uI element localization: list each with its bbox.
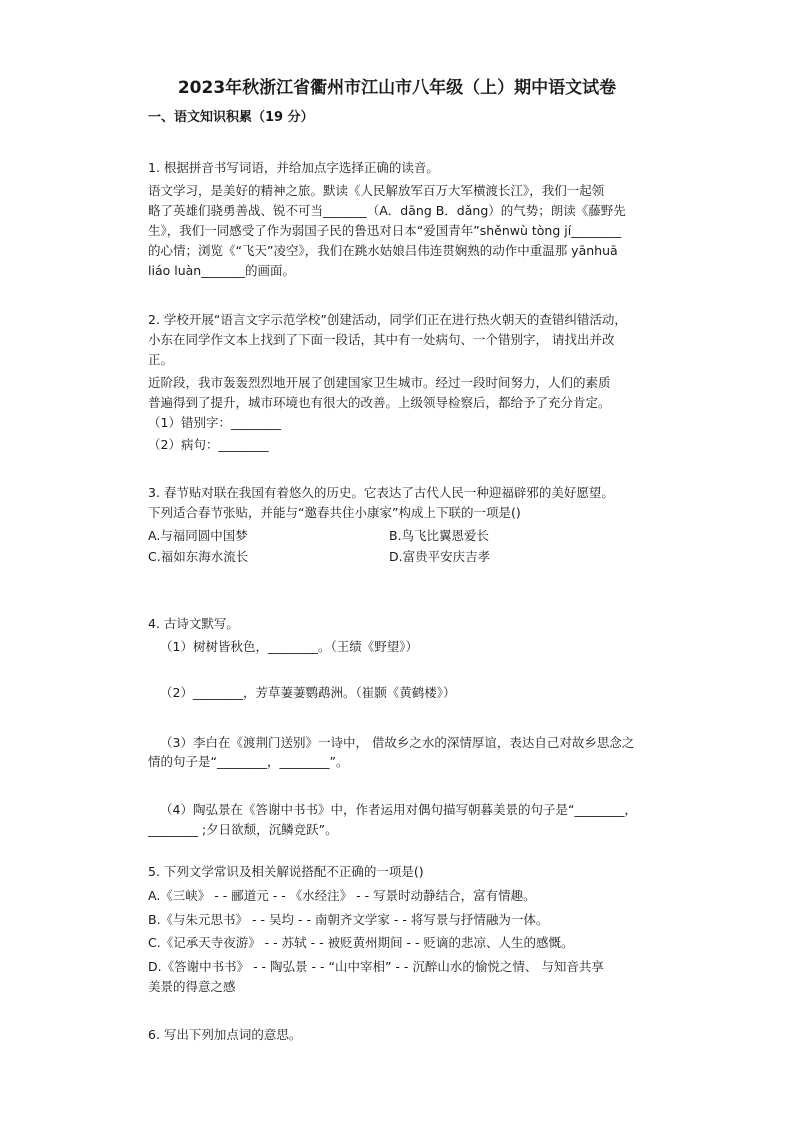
q5-option-c: C.《记承天寺夜游》 - - 苏轼 - - 被贬黄州期间 - - 贬谪的悲凉、人生的感慨。 (148, 935, 574, 950)
q1-prompt: 1. 根据拼音书写词语，并给加点字选择正确的读音。 (148, 160, 439, 175)
page-title: 2023年秋浙江省衢州市江山市八年级（上）期中语文试卷 (177, 78, 617, 98)
q4-item-3: （3）李白在《渡荆门送别》一诗中， 借故乡之水的深情厚谊，表达自己对故乡思念之 (160, 735, 635, 750)
q6-prompt: 6. 写出下列加点词的意思。 (148, 1027, 302, 1042)
q3-option-c: C.福如东海水流长 (148, 549, 249, 564)
q4-item-4: （4）陶弘景在《答谢中书书》中，作者运用对偶句描写朝暮美景的句子是“________， (160, 802, 637, 817)
q3-text-line: 下列适合春节张贴，并能与“邀春共住小康家”构成上下联的一项是() (148, 505, 521, 520)
q4-item-3-cont: 情的句子是“________，________”。 (148, 754, 349, 769)
q1-text-line: 略了英雄们骁勇善战、锐不可当_______（A．dāng B．dǎng）的气势；朗读《藤野先 (148, 203, 626, 218)
q4-prompt: 4. 古诗文默写。 (148, 616, 239, 631)
q5-option-a: A.《三峡》 - - 郦道元 - - 《水经注》 - - 写景时动静结合，富有情趣。 (148, 888, 536, 903)
q2-answer-sentence: （2）病句：________ (148, 437, 269, 452)
q3-option-a: A.与福同圆中国梦 (148, 528, 248, 543)
q1-text-line: liáo luàn_______的画面。 (148, 263, 295, 278)
q4-item-4-cont: ________ ;夕日欲颓，沉鳞竞跃”。 (148, 822, 338, 837)
q1-text-line: 语文学习，是美好的精神之旅。默读《人民解放军百万大军横渡长江》，我们一起领 (148, 183, 605, 198)
q2-answer-typo: （1）错别字：________ (148, 415, 281, 430)
q2-prompt: 2. 学校开展“语言文字示范学校”创建活动，同学们正在进行热火朝天的查错纠错活动， (148, 312, 627, 327)
q2-passage-line: 近阶段，我市轰轰烈烈地开展了创建国家卫生城市。经过一段时间努力，人们的素质 (148, 375, 611, 390)
q5-option-d: D.《答谢中书书》 - - 陶弘景 - - “山中宰相” - - 沉醉山水的愉悦之情、 与知音共享 (148, 959, 604, 974)
q1-text-line: 生》，我们一同感受了作为弱国子民的鲁迅对日本“爱国青年”shěnwù tòng jí________ (148, 223, 622, 238)
q3-option-b: B.鸟飞比翼恩爱长 (389, 528, 490, 543)
q5-option-d-cont: 美景的得意之感 (148, 979, 236, 994)
q3-option-d: D.富贵平安庆吉孝 (389, 549, 491, 564)
q4-item-1: （1）树树皆秋色，________。（王绩《野望》） (160, 639, 418, 654)
section-heading: 一、语文知识积累（19 分） (148, 110, 314, 125)
q2-text-line: 小东在同学作文本上找到了下面一段话，其中有一处病句、一个错别字， 请找出并改 (148, 332, 615, 347)
q4-item-2: （2）________，芳草萋萋鹦鹉洲。（崔颢《黄鹤楼》） (160, 685, 456, 700)
q2-text-line: 正。 (148, 352, 174, 367)
q1-text-line: 的心情；浏览《“飞天”凌空》，我们在跳水姑娘吕伟连贯娴熟的动作中重温那 yānhuā (148, 243, 618, 258)
q5-option-b: B.《与朱元思书》 - - 吴均 - - 南朝齐文学家 - - 将写景与抒情融为一体。 (148, 912, 549, 927)
q5-prompt: 5. 下列文学常识及相关解说搭配不正确的一项是() (148, 864, 424, 879)
q3-prompt: 3. 春节贴对联在我国有着悠久的历史。它表达了古代人民一种迎福辟邪的美好愿望。 (148, 485, 614, 500)
q2-passage-line: 普遍得到了提升，城市环境也有很大的改善。上级领导检察后，都给予了充分肯定。 (148, 395, 611, 410)
